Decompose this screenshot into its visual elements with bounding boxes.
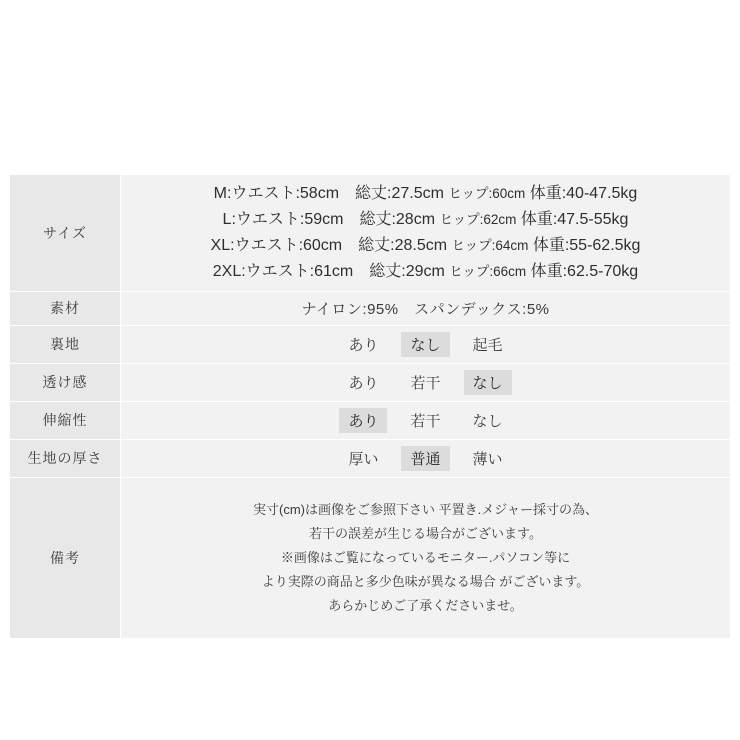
size-line-main: 2XL:ウエスト:61cm 総丈:29cm bbox=[212, 262, 445, 280]
size-line-weight: 体重:55-62.5kg bbox=[532, 236, 641, 254]
size-line bbox=[129, 259, 722, 285]
option-lining-1: なし bbox=[401, 332, 449, 357]
size-line-list bbox=[129, 181, 722, 285]
option-sheerness-0: あり bbox=[348, 374, 379, 392]
option-group-sheerness bbox=[129, 370, 722, 395]
size-line-weight: 体重:40-47.5kg bbox=[529, 185, 638, 202]
option-thickness-1: 普通 bbox=[401, 446, 449, 471]
size-line-hip: ヒップ:66cm bbox=[449, 263, 527, 279]
option-stretch-0: あり bbox=[339, 408, 387, 433]
option-lining-2: 起毛 bbox=[472, 336, 503, 354]
row-label-sheerness: 透け感 bbox=[10, 363, 121, 401]
row-label-notes: 備考 bbox=[10, 477, 121, 638]
table-row bbox=[10, 363, 730, 401]
size-line bbox=[129, 233, 722, 259]
note-line: ※画像はご覧になっているモニター.パソコン等に bbox=[280, 549, 571, 565]
row-value-thickness bbox=[121, 439, 731, 477]
option-lining-0: あり bbox=[348, 336, 379, 354]
table-row bbox=[10, 401, 730, 439]
size-line-main: M:ウエスト:58cm 総丈:27.5cm bbox=[213, 185, 444, 202]
size-line-hip: ヒップ:60cm bbox=[448, 186, 526, 201]
row-label-stretch: 伸縮性 bbox=[10, 401, 121, 439]
option-sheerness-2: なし bbox=[464, 370, 512, 395]
row-value-lining bbox=[121, 325, 731, 363]
table-row bbox=[10, 325, 730, 363]
note-text bbox=[129, 484, 722, 632]
size-line-main: XL:ウエスト:60cm 総丈:28.5cm bbox=[210, 236, 448, 254]
option-sheerness-1: 若干 bbox=[410, 374, 441, 392]
option-group-stretch bbox=[129, 408, 722, 433]
size-line bbox=[129, 181, 722, 207]
option-group-thickness bbox=[129, 446, 722, 471]
table-row bbox=[10, 175, 730, 291]
option-group-lining bbox=[129, 332, 722, 357]
row-value-sheerness bbox=[121, 363, 731, 401]
size-line-main: L:ウエスト:59cm 総丈:28cm bbox=[222, 210, 436, 228]
size-line bbox=[129, 207, 722, 233]
note-line: より実際の商品と多少色味が異なる場合 がございます。 bbox=[261, 573, 590, 589]
note-line: あらかじめご了承くださいませ。 bbox=[328, 597, 523, 613]
row-label-lining: 裏地 bbox=[10, 325, 121, 363]
row-value-stretch bbox=[121, 401, 731, 439]
size-line-hip: ヒップ:62cm bbox=[439, 211, 517, 227]
row-label-material: 素材 bbox=[10, 291, 121, 325]
size-line-hip: ヒップ:64cm bbox=[451, 237, 529, 253]
option-thickness-2: 薄い bbox=[472, 450, 503, 468]
size-line-weight: 体重:47.5-55kg bbox=[520, 210, 629, 228]
note-line: 実寸(cm)は画像をご参照下さい 平置き.メジャー採寸の為、 bbox=[253, 501, 598, 517]
row-label-thickness: 生地の厚さ bbox=[10, 439, 121, 477]
table-row bbox=[10, 291, 730, 325]
option-thickness-0: 厚い bbox=[348, 450, 379, 468]
table-row bbox=[10, 477, 730, 638]
table-row bbox=[10, 439, 730, 477]
option-stretch-2: なし bbox=[472, 412, 503, 430]
spec-table bbox=[10, 175, 730, 639]
note-line: 若干の誤差が生じる場合がございます。 bbox=[309, 525, 542, 541]
row-value-material: ナイロン:95% スパンデックス:5% bbox=[121, 291, 731, 325]
row-value-size bbox=[121, 175, 731, 291]
option-stretch-1: 若干 bbox=[410, 412, 441, 430]
size-line-weight: 体重:62.5-70kg bbox=[530, 262, 639, 280]
row-label-size: サイズ bbox=[10, 175, 121, 291]
row-value-notes bbox=[121, 477, 731, 638]
